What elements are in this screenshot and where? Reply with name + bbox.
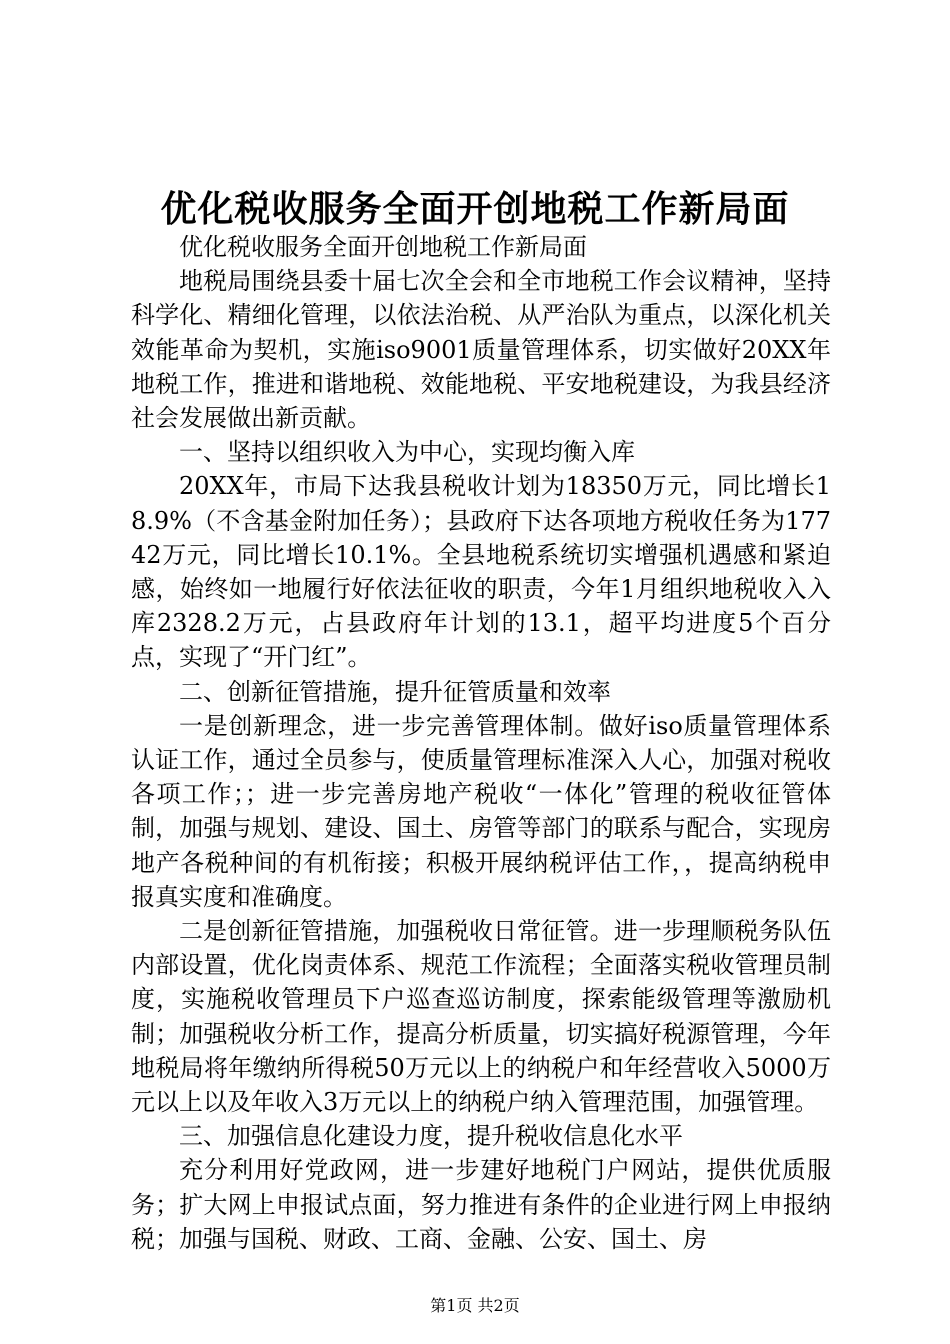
- paragraph-intro: 地税局围绕县委十届七次全会和全市地税工作会议精神，坚持科学化、精细化管理，以依法治税、从严治队为重点，以深化机关效能革命为契机，实施iso9001质量管理体系，切实做好20XX年地税工作，推进和谐地税、效能地税、平安地税建设，为我县经济社会发展做出新贡献。: [131, 267, 831, 433]
- paragraph-revenue: 20XX年，市局下达我县税收计划为18350万元，同比增长18.9%（不含基金附加任务）；县政府下达各项地方税收任务为17742万元，同比增长10.1%。全县地税系统切实增强机遇感和紧迫感，始终如一地履行好依法征收的职责，今年1月组织地税收入入库2328.2万元，占县政府年计划的13.1，超平均进度5个百分点，实现了“开门红”。: [131, 472, 831, 672]
- page-footer: 第1页 共2页: [430, 1296, 520, 1315]
- paragraph-subtitle: 优化税收服务全面开创地税工作新局面: [179, 233, 587, 261]
- paragraph-collection-measures: 二是创新征管措施，加强税收日常征管。进一步理顺税务队伍内部设置，优化岗责体系、规范工作流程；全面落实税收管理员制度，实施税收管理员下户巡查巡访制度，探索能级管理等激励机制；加强税收分析工作，提高分析质量，切实搞好税源管理，今年地税局将年缴纳所得税50万元以上的纳税户和年经营收入5000万元以上以及年收入3万元以上的纳税户纳入管理范围，加强管理。: [131, 917, 831, 1117]
- document-body: [131, 230, 831, 1256]
- paragraph-management-system: 一是创新理念，进一步完善管理体制。做好iso质量管理体系认证工作，通过全员参与，使质量管理标准深入人心，加强对税收各项工作；；进一步完善房地产税收“一体化”管理的税收征管体制，加强与规划、建设、国土、房管等部门的联系与配合，实现房地产各税种间的有机衔接；积极开展纳税评估工作，，提高纳税申报真实度和准确度。: [131, 711, 831, 911]
- section-heading-1: 一、坚持以组织收入为中心，实现均衡入库: [179, 438, 635, 467]
- section-heading-3: 三、加强信息化建设力度，提升税收信息化水平: [179, 1122, 683, 1151]
- section-heading-2: 二、创新征管措施，提升征管质量和效率: [179, 677, 611, 706]
- paragraph-informatization: 充分利用好党政网，进一步建好地税门户网站，提供优质服务；扩大网上申报试点面，努力推进有条件的企业进行网上申报纳税；加强与国税、财政、工商、金融、公安、国土、房: [131, 1156, 831, 1253]
- document-title: 优化税收服务全面开创地税工作新局面: [160, 189, 790, 230]
